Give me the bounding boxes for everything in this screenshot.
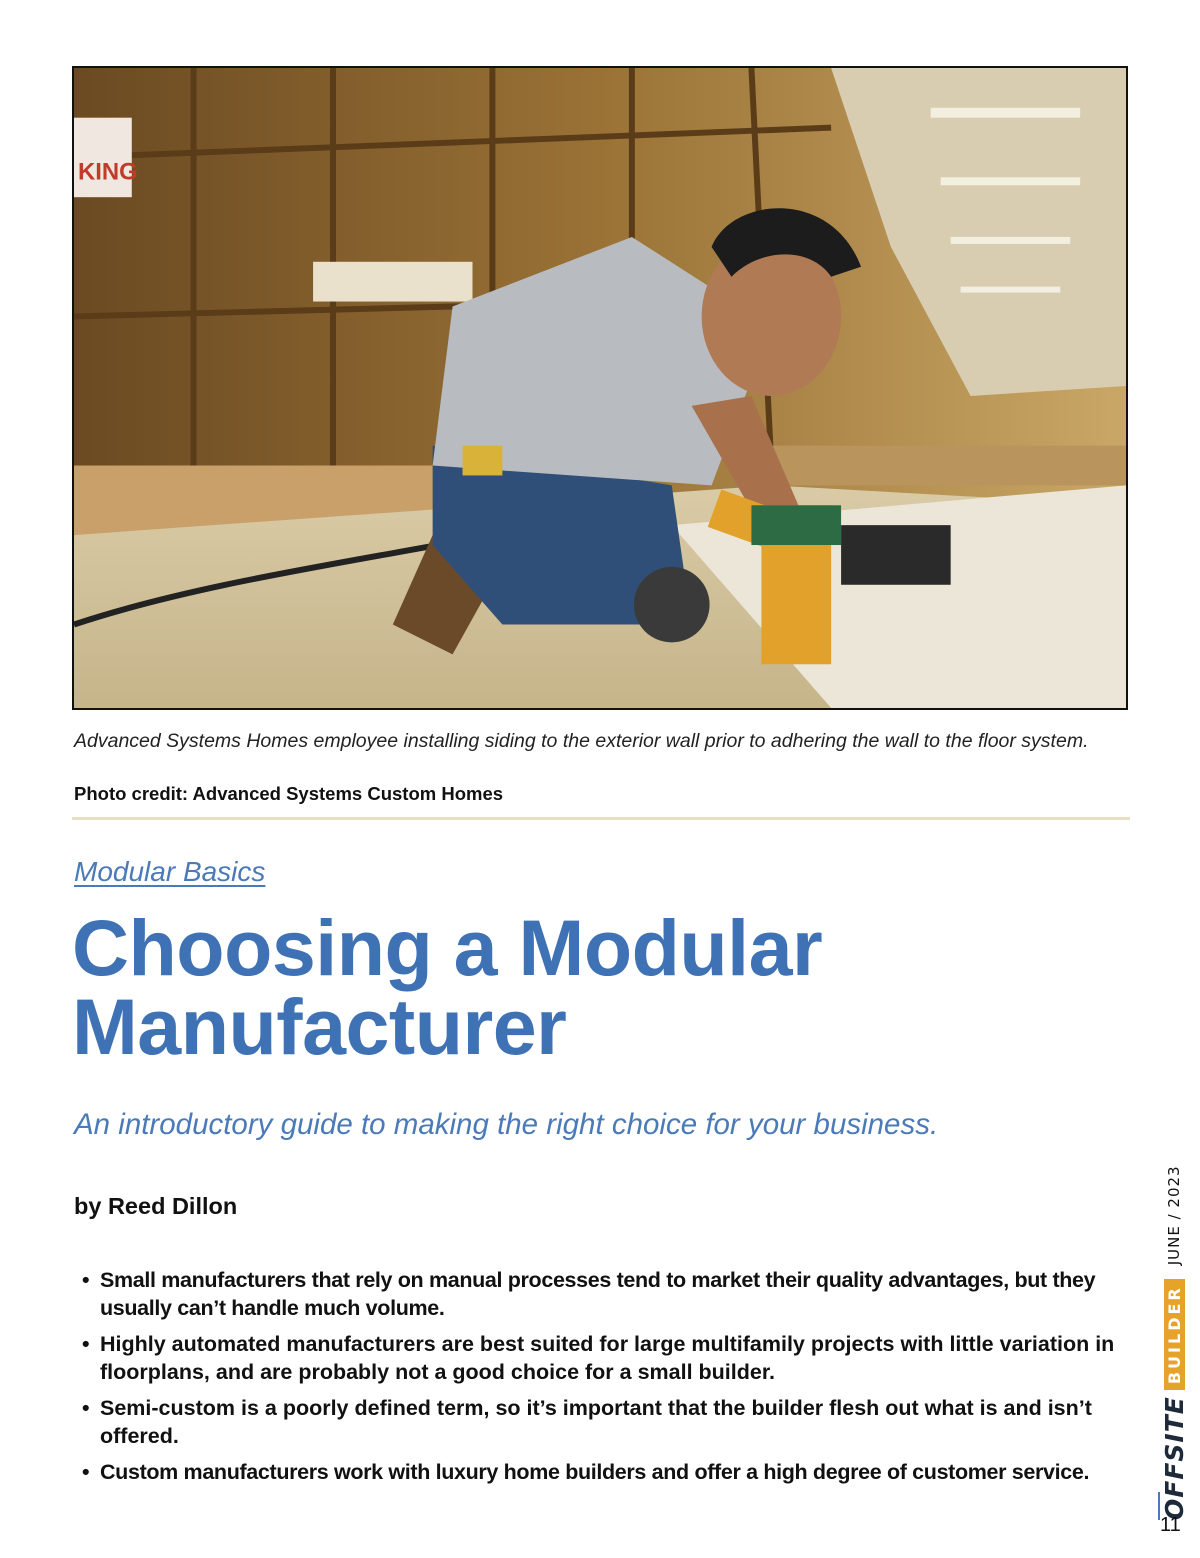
title-line-2: Manufacturer — [72, 982, 567, 1071]
issue-date: JUNE / 2023 — [1165, 1165, 1183, 1266]
magazine-name-builder: BUILDER — [1164, 1279, 1185, 1390]
magazine-name-offsite: OFFSITE — [1159, 1396, 1189, 1520]
factory-worker-illustration — [74, 68, 1126, 708]
list-item: • Semi-custom is a poorly defined term, so it’s important that the builder flesh out what is and isn’t offered. — [82, 1394, 1132, 1450]
vertical-branding — [1154, 1140, 1194, 1520]
article-deck: An introductory guide to making the right choice for your business. — [74, 1108, 939, 1141]
key-points-list — [82, 1266, 1132, 1494]
divider — [72, 817, 1130, 820]
byline: by Reed Dillon — [74, 1193, 238, 1219]
title-line-1: Choosing a Modular — [72, 903, 823, 992]
photo-caption: Advanced Systems Homes employee installing siding to the exterior wall prior to adhering the wall to the floor system. — [74, 730, 1089, 752]
hero-photo — [72, 66, 1128, 710]
page-number: 11 — [1160, 1514, 1181, 1536]
article-title — [72, 903, 1122, 1071]
list-item: • Custom manufacturers work with luxury home builders and offer a high degree of customer service. — [82, 1458, 1132, 1486]
section-kicker-link[interactable]: Modular Basics — [74, 856, 266, 887]
page-margin-branding — [1152, 1140, 1194, 1540]
sign-text: KING — [77, 158, 138, 186]
photo-credit: Photo credit: Advanced Systems Custom Homes — [74, 783, 504, 804]
list-item: • Small manufacturers that rely on manual processes tend to market their quality advantages, but they usually can’t handle much volume. — [82, 1266, 1132, 1322]
list-item: • Highly automated manufacturers are best suited for large multifamily projects with little variation in floorplans, and are probably not a good choice for a small builder. — [82, 1330, 1132, 1386]
